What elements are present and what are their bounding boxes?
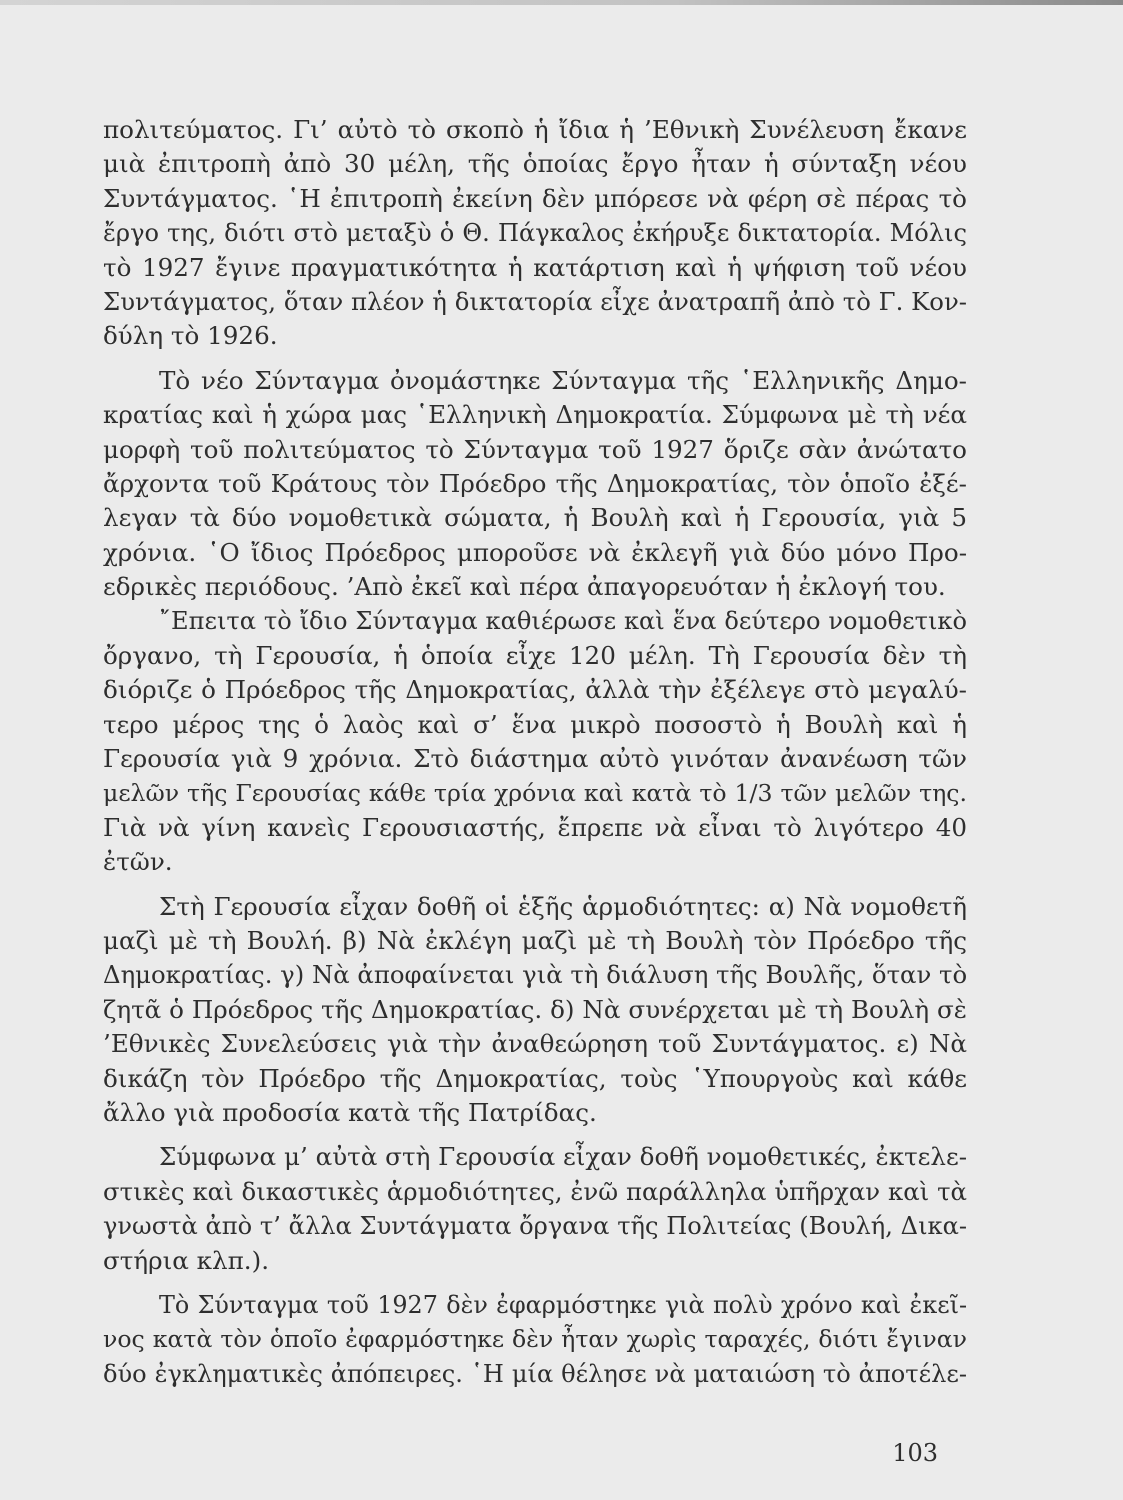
paragraph-2 <box>103 364 967 605</box>
text-line: Τὸ νέο Σύνταγμα ὀνομάστηκε Σύνταγμα τῆς ῾Ελληνικῆς Δημο- <box>159 365 967 395</box>
text-line: χρόνια. ῾Ο ἴδιος Πρόεδρος μποροῦσε νὰ ἐκλεγῆ γιὰ δύο μόνο Προ- <box>103 537 967 567</box>
text-line: ἔργο της, διότι στὸ μεταξὺ ὁ Θ. Πάγκαλος ἐκήρυξε δικτατορία. Μόλις <box>103 219 967 248</box>
text-line: κρατίας καὶ ἡ χώρα μας ῾Ελληνικὴ Δημοκρατία. Σύμφωνα μὲ τὴ νέα <box>103 400 967 430</box>
text-line: ἐτῶν. <box>103 847 173 877</box>
text-line: Τὸ Σύνταγμα τοῦ 1927 δὲν ἐφαρμόστηκε γιὰ πολὺ χρόνο καὶ ἐκεῖ- <box>159 1290 967 1319</box>
text-line: στικὲς καὶ δικαστικὲς ἁρμοδιότητες, ἐνῶ παράλληλα ὑπῆρχαν καὶ τὰ <box>103 1176 967 1206</box>
text-line: Συντάγματος, ὅταν πλέον ἡ δικτατορία εἶχε ἀνατραπῆ ἀπὸ τὸ Γ. Κον- <box>103 286 967 316</box>
scan-top-edge <box>0 0 1123 5</box>
text-line: δύλη τὸ 1926. <box>103 321 278 351</box>
paragraph-5 <box>103 1140 967 1278</box>
text-line: Σύμφωνα μ’ αὐτὰ στὴ Γερουσία εἶχαν δοθῆ νομοθετικές, ἐκτελε- <box>159 1142 968 1172</box>
text-line: ἄρχοντα τοῦ Κράτους τὸν Πρόεδρο τῆς Δημοκρατίας, τὸν ὁποῖο ἐξέ- <box>103 468 967 498</box>
text-line: μιὰ ἐπιτροπὴ ἀπὸ 30 μέλη, τῆς ὁποίας ἔργο ἦταν ἡ σύνταξη νέου <box>103 149 967 179</box>
text-line: δύο ἐγκληματικὲς ἀπόπειρες. ῾Η μία θέλησε νὰ ματαιώση τὸ ἀποτέλε- <box>103 1359 967 1388</box>
text-line: μαζὶ μὲ τὴ Βουλή. β) Νὰ ἐκλέγη μαζὶ μὲ τὴ Βουλὴ τὸν Πρόεδρο τῆς <box>103 925 967 955</box>
paragraph-1 <box>103 113 967 354</box>
paragraph-6 <box>103 1288 967 1391</box>
text-line: στήρια κλπ.). <box>103 1245 270 1275</box>
text-line: γνωστὰ ἀπὸ τ’ ἄλλα Συντάγματα ὄργανα τῆς Πολιτείας (Βουλή, Δικα- <box>103 1212 967 1241</box>
text-line: εδρικὲς περιόδους. ’Απὸ ἐκεῖ καὶ πέρα ἀπαγορευόταν ἡ ἐκλογή του. <box>103 572 946 602</box>
paragraph-3 <box>103 604 967 879</box>
text-line: ’Εθνικὲς Συνελεύσεις γιὰ τὴν ἀναθεώρηση τοῦ Συντάγματος. ε) Νὰ <box>103 1029 967 1059</box>
page-number: 103 <box>892 1439 938 1467</box>
text-line: ἄλλο γιὰ προδοσία κατὰ τῆς Πατρίδας. <box>103 1097 597 1127</box>
text-line: ῎Επειτα τὸ ἴδιο Σύνταγμα καθιέρωσε καὶ ἕνα δεύτερο νομοθετικὸ <box>159 607 967 636</box>
text-line: λεγαν τὰ δύο νομοθετικὰ σώματα, ἡ Βουλὴ καὶ ἡ Γερουσία, γιὰ 5 <box>103 503 967 533</box>
text-line: ζητᾶ ὁ Πρόεδρος τῆς Δημοκρατίας. δ) Νὰ συνέρχεται μὲ τὴ Βουλὴ σὲ <box>103 994 967 1024</box>
paragraph-4 <box>103 890 967 1131</box>
text-line: Γερουσία γιὰ 9 χρόνια. Στὸ διάστημα αὐτὸ γινόταν ἀνανέωση τῶν <box>103 744 967 774</box>
text-line: πολιτεύματος. Γι’ αὐτὸ τὸ σκοπὸ ἡ ἴδια ἡ ’Εθνικὴ Συνέλευση ἔκανε <box>103 115 967 144</box>
text-line: Δημοκρατίας. γ) Νὰ ἀποφαίνεται γιὰ τὴ διάλυση τῆς Βουλῆς, ὅταν τὸ <box>103 960 968 990</box>
text-line: τὸ 1927 ἔγινε πραγματικότητα ἡ κατάρτιση καὶ ἡ ψήφιση τοῦ νέου <box>103 252 967 282</box>
text-line: Γιὰ νὰ γίνη κανεὶς Γερουσιαστής, ἔπρεπε νὰ εἶναι τὸ λιγότερο 40 <box>103 812 967 842</box>
text-line: δικάζη τὸν Πρόεδρο τῆς Δημοκρατίας, τοὺς ῾Υπουργοὺς καὶ κάθε <box>103 1063 967 1093</box>
text-line: ὄργανο, τὴ Γερουσία, ἡ ὁποία εἶχε 120 μέλη. Τὴ Γερουσία δὲν τὴ <box>103 640 967 670</box>
body-text <box>103 113 967 1391</box>
text-line: νος κατὰ τὸν ὁποῖο ἐφαρμόστηκε δὲν ἦταν χωρὶς ταραχές, διότι ἔγιναν <box>103 1325 967 1354</box>
text-line: Συντάγματος. ῾Η ἐπιτροπὴ ἐκείνη δὲν μπόρεσε νὰ φέρη σὲ πέρας τὸ <box>103 183 967 213</box>
text-line: μελῶν τῆς Γερουσίας κάθε τρία χρόνια καὶ κατὰ τὸ 1/3 τῶν μελῶν της. <box>103 779 967 808</box>
text-line: διόριζε ὁ Πρόεδρος τῆς Δημοκρατίας, ἀλλὰ τὴν ἐξέλεγε στὸ μεγαλύ- <box>103 675 967 705</box>
text-line: μορφὴ τοῦ πολιτεύματος τὸ Σύνταγμα τοῦ 1927 ὅριζε σὰν ἀνώτατο <box>103 434 967 464</box>
text-line: Στὴ Γερουσία εἶχαν δοθῆ οἱ ἑξῆς ἁρμοδιότητες: α) Νὰ νομοθετῆ <box>159 891 967 921</box>
text-line: τερο μέρος της ὁ λαὸς καὶ σ’ ἕνα μικρὸ ποσοστὸ ἡ Βουλὴ καὶ ἡ <box>103 709 967 739</box>
